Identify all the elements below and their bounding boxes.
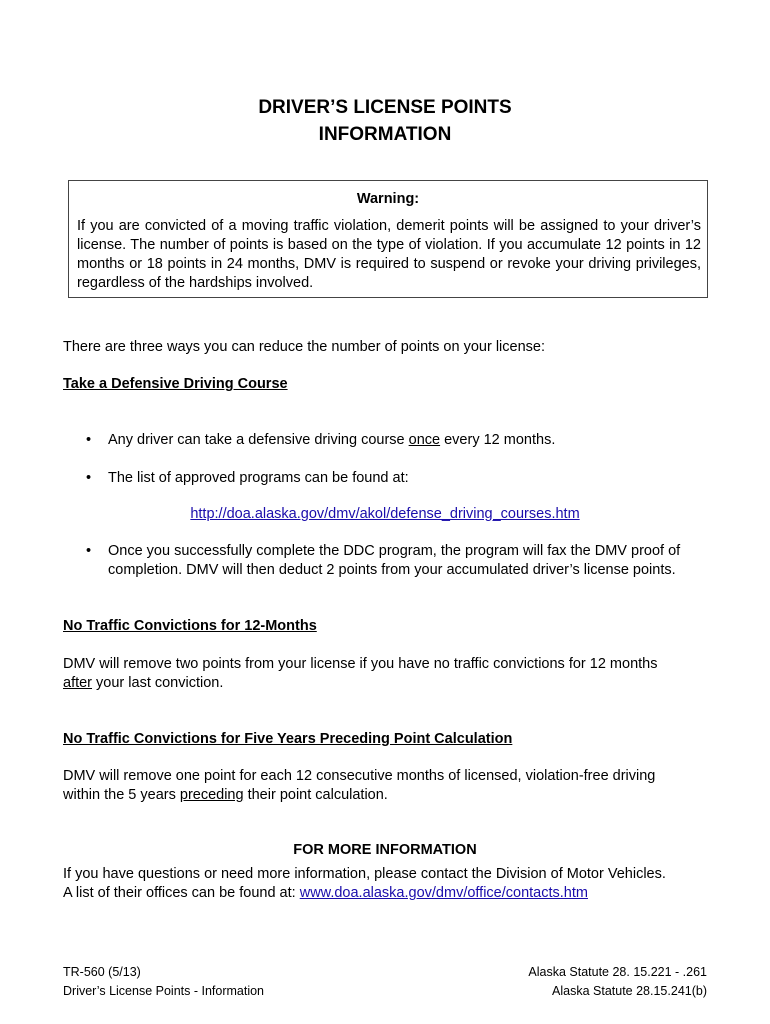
section-heading-12-months: No Traffic Convictions for 12-Months (63, 618, 317, 634)
bullet-approved-programs: The list of approved programs can be found at: (108, 470, 409, 486)
dmv-contacts-link[interactable]: www.doa.alaska.gov/dmv/office/contacts.htm (299, 885, 588, 901)
section2-text (63, 655, 657, 693)
bullet-dot: • (86, 432, 92, 448)
section-heading-five-years: No Traffic Convictions for Five Years Preceding Point Calculation (63, 731, 513, 747)
section3-text (63, 767, 655, 805)
bullet1-text: Any driver can take a defensive driving course (108, 432, 409, 448)
more-info-text (63, 865, 666, 903)
footer-left (63, 963, 264, 1001)
section3-line-2-end: their point calculation. (243, 787, 388, 803)
warning-title: Warning: (356, 191, 420, 207)
bullet-dot: • (86, 470, 92, 486)
section3-line-1: DMV will remove one point for each 12 consecutive months of licensed, violation-free driving (63, 768, 656, 784)
more-info-title: FOR MORE INFORMATION (293, 842, 477, 858)
form-name: Driver’s License Points - Information (63, 984, 265, 998)
bullet3-line-2: completion. DMV will then deduct 2 points from your accumulated driver’s license points. (108, 562, 676, 578)
footer-right (528, 963, 707, 1001)
title-line-2: INFORMATION (318, 124, 452, 145)
intro-text: There are three ways you can reduce the number of points on your license: (63, 339, 545, 355)
section2-line-2-end: your last conviction. (92, 675, 224, 691)
page-title (0, 94, 770, 148)
warning-box (68, 180, 708, 298)
bullet1-text-end: every 12 months. (440, 432, 556, 448)
section2-emphasis: after (63, 675, 93, 691)
form-number: TR-560 (5/13) (63, 965, 141, 979)
section3-emphasis: preceding (179, 787, 244, 803)
bullet-dot: • (86, 543, 92, 559)
section2-line-1: DMV will remove two points from your license if you have no traffic convictions for 12 months (63, 656, 658, 672)
bullet3-line-1: Once you successfully complete the DDC program, the program will fax the DMV proof of (108, 543, 681, 559)
warning-text: If you are convicted of a moving traffic violation, demerit points will be assigned to your driver’s license. The number of points is based on the type of violation. If you accumulate 12 points in 12 months or 18 points in 24 months, DMV is required to suspend or revoke your driving privileges, regardless of the hardships involved. (77, 218, 701, 291)
statute-1: Alaska Statute 28. 15.221 - .261 (528, 965, 707, 979)
section3-line-2 (63, 786, 655, 805)
bullet-once-every-12-months (108, 431, 555, 450)
more-info-line-2 (63, 884, 666, 903)
bullet-ddc-completion (108, 542, 680, 580)
more-info-line-2-start: A list of their offices can be found at: (63, 885, 300, 901)
section2-line-2 (63, 674, 657, 693)
defensive-driving-courses-link[interactable]: http://doa.alaska.gov/dmv/akol/defense_driving_courses.htm (190, 506, 580, 522)
more-info-line-1: If you have questions or need more information, please contact the Division of Motor Vehicles. (63, 866, 666, 882)
section-heading-defensive-driving: Take a Defensive Driving Course (63, 376, 288, 392)
title-line-1: DRIVER’S LICENSE POINTS (258, 97, 512, 118)
bullet1-emphasis: once (408, 432, 441, 448)
section3-line-2-start: within the 5 years (63, 787, 180, 803)
statute-2: Alaska Statute 28.15.241(b) (552, 984, 707, 998)
